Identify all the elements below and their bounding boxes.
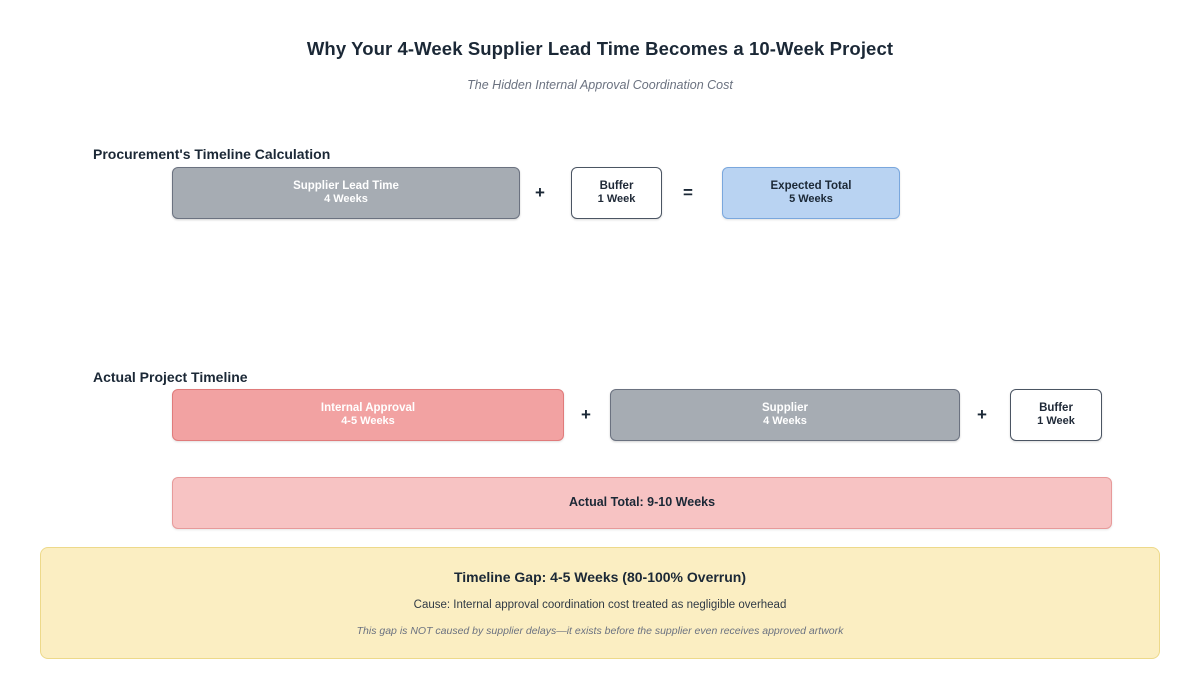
block-supplier-lead-time-duration: 4 Weeks xyxy=(324,193,368,206)
page-subtitle: The Hidden Internal Approval Coordination Cost xyxy=(467,78,733,92)
block-supplier-actual xyxy=(610,389,960,441)
callout-title: Timeline Gap: 4-5 Weeks (80-100% Overrun) xyxy=(453,569,747,585)
block-buffer-expected-title: Buffer xyxy=(599,179,634,192)
block-expected-total-duration: 5 Weeks xyxy=(789,193,833,206)
timeline-gap-callout xyxy=(40,547,1160,659)
block-buffer-expected-duration: 1 Week xyxy=(597,193,636,206)
operator-plus-expected: + xyxy=(535,183,545,202)
block-supplier-actual-title: Supplier xyxy=(761,401,808,414)
block-buffer-actual-duration: 1 Week xyxy=(1037,415,1075,428)
page-title: Why Your 4-Week Supplier Lead Time Becomes a 10-Week Project xyxy=(306,38,894,59)
block-buffer-actual xyxy=(1010,389,1102,441)
section-label-expected: Procurement's Timeline Calculation xyxy=(93,146,331,162)
block-supplier-lead-time-title: Supplier Lead Time xyxy=(293,179,399,192)
block-internal-approval-duration: 4-5 Weeks xyxy=(341,415,395,428)
block-buffer-actual-title: Buffer xyxy=(1039,401,1073,414)
block-supplier-lead-time xyxy=(172,167,520,219)
block-actual-total-label: Actual Total: 9-10 Weeks xyxy=(568,495,716,510)
section-label-actual: Actual Project Timeline xyxy=(93,369,248,385)
callout-note: This gap is NOT caused by supplier delays—it exists before the supplier even receives approved artwork xyxy=(356,625,844,637)
block-supplier-actual-duration: 4 Weeks xyxy=(763,415,807,428)
operator-plus-actual-2: + xyxy=(977,405,987,424)
operator-plus-actual-1: + xyxy=(581,405,591,424)
block-actual-total xyxy=(172,477,1112,529)
callout-cause: Cause: Internal approval coordination cost treated as negligible overhead xyxy=(413,599,787,611)
block-expected-total-title: Expected Total xyxy=(770,179,852,192)
block-internal-approval xyxy=(172,389,564,441)
block-buffer-expected xyxy=(571,167,662,219)
block-internal-approval-title: Internal Approval xyxy=(320,401,416,414)
operator-equals-expected: = xyxy=(683,183,693,202)
block-expected-total xyxy=(722,167,900,219)
